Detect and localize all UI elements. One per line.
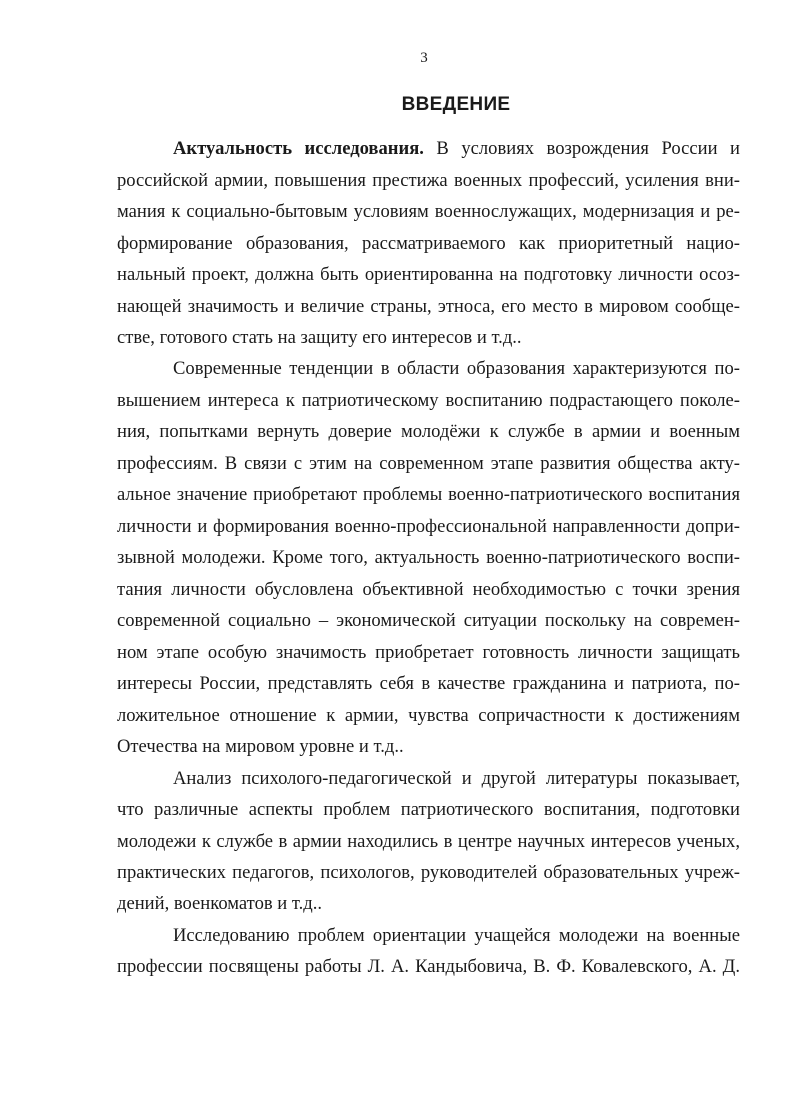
paragraph-2-line-11: интересы России, представлять себя в качестве гражданина и патриота, по- xyxy=(117,673,740,694)
paragraph-4-line-1: Исследованию проблем ориентации учащейся молодежи на военные xyxy=(173,925,740,946)
paragraph-4-line-2: профессии посвящены работы Л. А. Кандыбовича, В. Ф. Ковалевского, А. Д. xyxy=(117,956,740,977)
paragraph-1-line-6: нающей значимость и величие страны, этноса, его место в мировом сообще- xyxy=(117,296,740,317)
paragraph-3-line-5: дений, военкоматов и т.д.. xyxy=(117,893,323,914)
paragraph-3-line-3: молодежи к службе в армии находились в центре научных интересов ученых, xyxy=(117,831,740,852)
paragraph-1-line-5: нальный проект, должна быть ориентированна на подготовку личности осоз- xyxy=(117,264,740,285)
paragraph-2-line-1: Современные тенденции в области образования характеризуются по- xyxy=(173,358,740,379)
paragraph-2-line-9: современной социально – экономической ситуации поскольку на современ- xyxy=(117,610,740,631)
paragraph-2-line-4: профессиям. В связи с этим на современном этапе развития общества акту- xyxy=(117,453,740,474)
paragraph-1-line-1 xyxy=(173,133,740,165)
paragraph-1-line-2: российской армии, повышения престижа военных профессий, усиления вни- xyxy=(117,170,740,191)
paragraph-2-line-5: альное значение приобретают проблемы военно-патриотического воспитания xyxy=(117,484,740,505)
paragraph-3-line-2: что различные аспекты проблем патриотического воспитания, подготовки xyxy=(117,799,740,820)
paragraph-2-line-8: тания личности обусловлена объективной необходимостью с точки зрения xyxy=(117,579,740,600)
page-title: ВВЕДЕНИЕ xyxy=(401,94,511,115)
paragraph-2-line-10: ном этапе особую значимость приобретает готовность личности защищать xyxy=(117,642,740,663)
paragraph-3-line-1: Анализ психолого-педагогической и другой литературы показывает, xyxy=(173,768,740,789)
paragraph-3-line-4: практических педагогов, психологов, руководителей образовательных учреж- xyxy=(117,862,740,883)
paragraph-1-line-7: стве, готового стать на защиту его интересов и т.д.. xyxy=(117,327,522,348)
lead-phrase: Актуальность исследования. xyxy=(173,138,424,159)
paragraph-1-line-3: мания к социально-бытовым условиям военнослужащих, модернизация и ре- xyxy=(117,201,740,222)
paragraph-2-line-6: личности и формирования военно-профессиональной направленности допри- xyxy=(117,516,740,537)
paragraph-2-line-3: ния, попытками вернуть доверие молодёжи к службе в армии и военным xyxy=(117,421,740,442)
paragraph-2-line-12: ложительное отношение к армии, чувства сопричастности к достижениям xyxy=(117,705,740,726)
paragraph-2-line-2: вышением интереса к патриотическому воспитанию подрастающего поколе- xyxy=(117,390,740,411)
line-text: В условиях возрождения России и xyxy=(423,138,740,159)
page-number: 3 xyxy=(420,50,428,66)
paragraph-2-line-13: Отечества на мировом уровне и т.д.. xyxy=(117,736,404,757)
paragraph-1-line-4: формирование образования, рассматриваемого как приоритетный нацио- xyxy=(117,233,740,254)
paragraph-2-line-7: зывной молодежи. Кроме того, актуальность военно-патриотического воспи- xyxy=(117,547,740,568)
